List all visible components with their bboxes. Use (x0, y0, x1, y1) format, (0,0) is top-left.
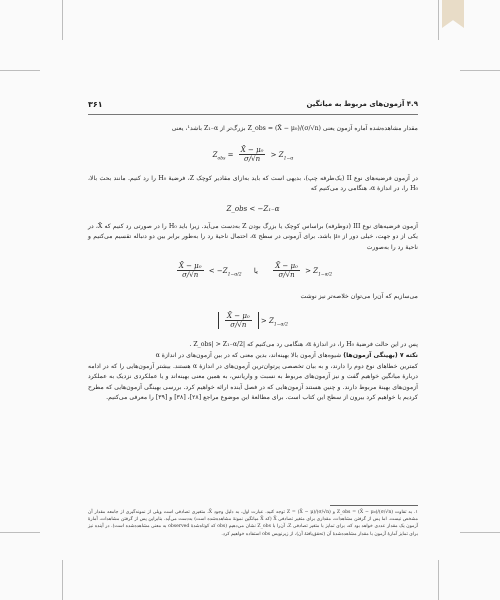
bookmark-ribbon (442, 0, 464, 28)
paragraph-rejection-rule: پس در این حالت فرضیهٔ H₀ را، در اندازهٔ α، هنگامی رد می‌کنیم که |Z_obs| > Z₁₋α/2 . (189, 341, 418, 348)
or-label: یا (253, 266, 258, 275)
note-block (88, 351, 418, 361)
crop-mark (460, 70, 500, 71)
equation-one-sided-left: Z_obs < −Z₁₋α (226, 205, 280, 213)
page-number: ۳۶۱ (88, 100, 103, 109)
paragraph-type-three: آزمون فرضیه‌های نوع III (دوطرفه) براساس کوچک یا بزرگ بودن Z به‌دست می‌آید. زیرا باید H₀ را در صورتی رد کنیم که X̄، در یکی از دو جهت، خیلی دور از μ₀ باشد. برای آزمونی در سطح α، احتمال ناحیهٔ رد را به‌طور برابر بین دو دنباله تقسیم می‌کنیم و ناحیهٔ رد را به‌صورت (88, 223, 419, 251)
note-heading: نکته ۷ (بهینگی آزمون‌ها) (343, 352, 418, 359)
paragraph-summary: می‌سازیم که آن‌را می‌توان خلاصه‌تر نیز نوشت (300, 293, 418, 300)
paragraph-intro: مقدار مشاهده‌شده آماره آزمون یعنی Z_obs = (X̄ − μ₀)/(σ/√n) بزرگ‌تر از Z₁₋α باشد¹، یعنی (171, 125, 418, 132)
note-intro: شیوه‌های آزمون بالا بهینه‌اند، بدین معنی که در بین آزمون‌های در اندازهٔ α (155, 352, 342, 359)
crop-mark (460, 532, 500, 533)
crop-mark (62, 0, 63, 40)
footnote-rule (330, 505, 418, 506)
crop-mark (0, 70, 40, 71)
crop-mark (0, 532, 40, 533)
crop-mark (438, 0, 439, 40)
crop-mark (438, 560, 439, 600)
equation-two-sided: $\frac{\text{X̄ − μ₀}}{\sigma/√n}$ < $-Z_{1-\alpha/2}$ یا $\frac{\text{X̄ − μ₀}}{\sigma/√n}$ > $Z_{1-\alpha/2}$ (178, 262, 333, 279)
crop-mark (62, 560, 63, 600)
equation-absolute: $\frac{\text{X̄ − μ₀}}{\sigma/√n}$ > $Z_{1-\alpha/2}$ (88, 312, 418, 329)
paragraph-optimality: کمترین خطاهای نوع دوم را دارند، و به بیان تخصصی پرتوان‌ترین آزمون‌های در اندازهٔ α هستند. بیشتر آزمون‌هایی را که در ادامه دربارهٔ میانگین خواهیم گفت و نیز آزمون‌های مربوط به نسبت و واریانس، به همین معنی بهینه‌اند و یا عملکردی نزدیک به عملکرد آزمون‌های بهینهٔ مربوط دارند. و چنین هستند آزمون‌هایی که در فصل آینده ارائه خواهیم کرد. بررسی بهینگی آزمون‌هایی که مطرح کردیم یا خواهیم کرد بیرون از سطح این کتاب است. برای مطالعهٔ این موضوع مراجع [۲۸]، [۳۸] و [۳۹] را معرفی می‌کنیم. (88, 363, 418, 402)
running-header (88, 98, 418, 115)
footnote: ۱. به تفاوت Z_obs = (X̄ − μ₀)/(σ/√n) و Z = (X̄ − μ)/(σ/√n) توجه کنید. عبارت اول، به دلیل وجود X̄، متغیری تصادفی است ویلی از نمونه‌گیری از جامعه مقدار آن مشخص نیست. اما پس از گرفتن مشاهدات، مقداری برای متغیر تصادفی X̄ (که X̄ میانگین نمونهٔ مشاهده‌شده است) به‌دست می‌آید. بنابراین پس از گرفتن مشاهدات، آمارهٔ آزمون یک مقدار عددی خواهد بود که، برای تمایز با متغیر تصادفی Z، آن‌را با Z_obs نشان می‌دهیم (obs که کوتاه‌شدهٔ observed به معنی مشاهده‌شده است). در آینده نیز برای تمایز آمارهٔ آزمون با مقدار مشاهده‌شدهٔ آن (تحقق‌یافتهٔ آن)، از زیرنویس obs استفاده خواهیم کرد. (88, 510, 419, 537)
paragraph-type-two: در آزمون فرضیه‌های نوع II (یک‌طرفه چپ)، بدیهی است که باید به‌ازای مقادیر کوچک Z، فرضیهٔ H₀ را رد کنیم. مانند بحث بالا، H₀ را، در اندازهٔ α، هنگامی رد می‌کنیم که (88, 175, 418, 193)
equation-one-sided-right: $Z_{obs}$ = $\frac{\text{X̄ − μ₀}}{\sigma/√n}$ > $Z_{1-\alpha}$ (212, 146, 294, 163)
section-title: ۴.۹ آزمون‌های مربوط به میانگین (306, 100, 418, 108)
